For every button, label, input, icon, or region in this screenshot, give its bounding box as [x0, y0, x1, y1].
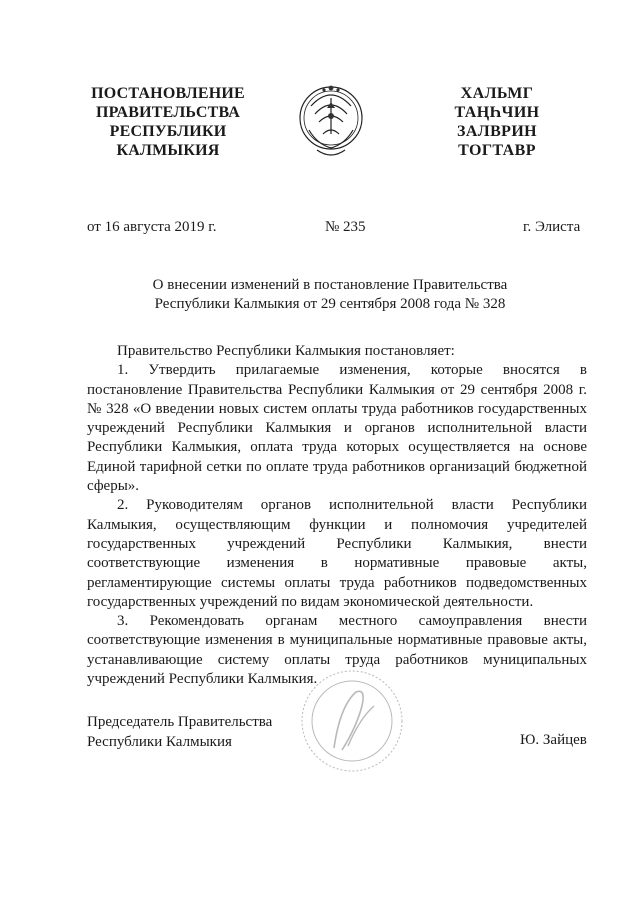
signatory-title [87, 712, 272, 752]
body-intro: Правительство Республики Калмыкия постановляет: [117, 343, 455, 359]
faint-seal-stamp [282, 666, 422, 776]
body-item-1: 1. Утвердить прилагаемые изменения, которые вносятся в постановление Правительства Республики Калмыкия от 29 сентября 2008 г. № 328 «О введении новых систем оплаты труда работников государственных учреждений Республики Калмыкия и органов исполнительной власти Республики Калмыкия, оплата труда которых осуществляется на основе Единой тарифной сетки по оплате труда работников организаций бюджетной сферы». [87, 362, 587, 495]
header-right-title [432, 84, 562, 160]
body-item-3: 3. Рекомендовать органам местного самоуправления внести соответствующие изменения в муниципальные нормативные правовые акты, устанавливающие систему оплаты труда работников муниципальных учреждений Республики Калмыкия. [87, 613, 587, 688]
body-item-2: 2. Руководителям органов исполнительной власти Республики Калмыкия, осуществляющим функции и полномочия учредителей государственных учреждений Республики Калмыкия, внести соответствующие изменения в нормативные правовые акты, регламентирующие системы оплаты труда работников подведомственных государственных учреждений по видам экономической деятельности. [87, 497, 587, 610]
header-left-line: ПРАВИТЕЛЬСТВА [95, 104, 241, 121]
document-place: г. Элиста [523, 219, 581, 235]
header-right-line: ЗАЛВРИН [456, 123, 538, 140]
signatory-name: Ю. Зайцев [520, 732, 587, 748]
document-date: от 16 августа 2019 г. [87, 219, 217, 235]
header-right-line: ТОГТАВР [458, 142, 536, 159]
signatory-title-line-1: Председатель Правительства [87, 714, 273, 730]
document-title [120, 276, 540, 314]
header-right-line: ТАҢҺЧИН [454, 104, 540, 121]
document-number: № 235 [325, 219, 366, 235]
header-right-line: ХАЛЬМГ [460, 85, 534, 102]
header-left-title [78, 84, 258, 160]
title-line-1: О внесении изменений в постановление Правительства [152, 277, 508, 293]
header-left-line: ПОСТАНОВЛЕНИЕ [91, 85, 245, 102]
header-left-line: РЕСПУБЛИКИ [109, 123, 227, 140]
coat-of-arms-emblem [297, 74, 365, 166]
signatory-title-line-2: Республики Калмыкия [87, 734, 232, 750]
header-left-line: КАЛМЫКИЯ [116, 142, 220, 159]
document-body [87, 342, 587, 689]
title-line-2: Республики Калмыкия от 29 сентября 2008 года № 328 [154, 296, 506, 312]
